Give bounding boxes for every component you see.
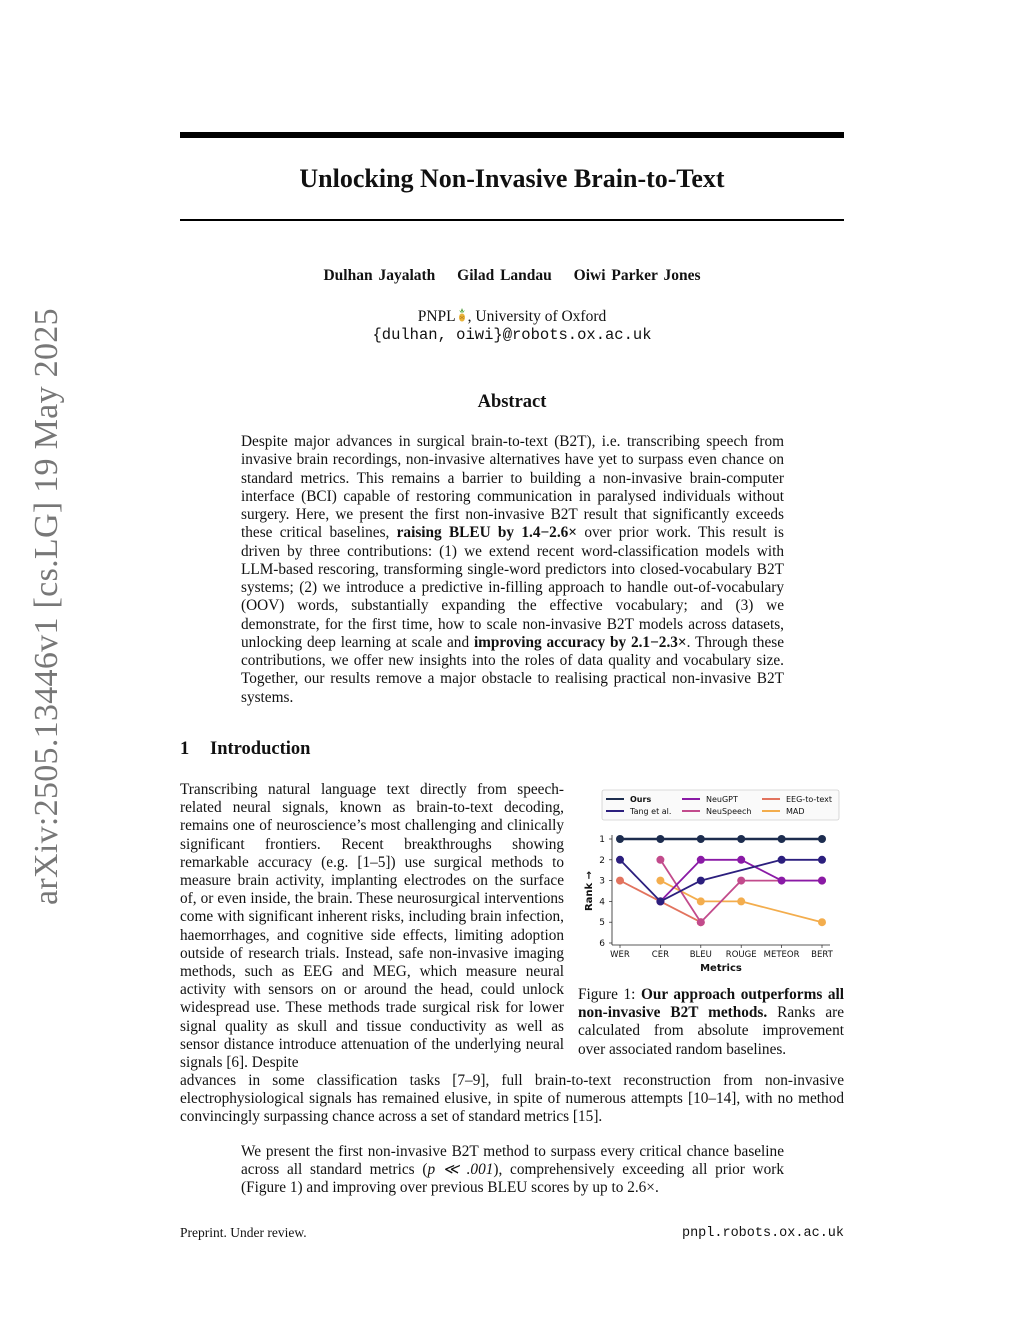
section-number: 1 xyxy=(180,739,190,759)
data-point xyxy=(737,856,745,864)
intro-paragraph-1-continued: advances in some classification tasks [7–9], full brain-to-text reconstruction from non-invasive electrophysiological signals has remained elusive, in spite of numerous attempts [10–14], with no method convincingly surpassing chance across a set of standard metrics [15]. xyxy=(180,1072,844,1126)
title-bottom-rule xyxy=(180,219,844,221)
y-axis-label: Rank → xyxy=(584,870,595,912)
series-line xyxy=(660,860,822,922)
author-1: Dulhan Jayalath xyxy=(323,267,436,284)
data-point xyxy=(697,918,705,926)
intro-paragraph-1: Transcribing natural language text directly from speech-related neural signals, known as brain-to-text decoding, remains one of neuroscience’s most challenging and clinically significant frontiers. Recent breakthroughs showing remarkable accuracy (e.g. [1–5]) use surgical methods to measure brain activity, implanting electrodes on the surface of, or even inside, the brain. These neurosurgical interventions come with significant inherent risks, including brain infection, haemorrhages, and cognitive side effects, limiting adoption outside of research trials. Instead, safe non-invasive imaging methods, such as EEG and MEG, which measure neural activity with sensors on or around the head, could unlock widespread use. These methods trade surgical risk for lower signal quality as skull and tissue conductivity as well as sensor distance introduce attenuation of the underlying neural signals [6]. Despite xyxy=(180,781,564,1072)
data-point xyxy=(656,856,664,864)
legend-label: NeuGPT xyxy=(706,795,738,804)
legend-label: Ours xyxy=(630,795,652,804)
legend-label: EEG-to-text xyxy=(786,795,833,804)
y-tick-label: 4 xyxy=(599,897,605,908)
intro-paragraph-2: We present the first non-invasive B2T method to surpass every critical chance baseline across all standard metrics (p ≪ .001), comprehensively exceeding all prior work (Figure 1) and improving over previous BLEU scores by up to 2.6×. xyxy=(241,1143,784,1197)
y-tick-label: 5 xyxy=(599,918,605,929)
data-point xyxy=(778,877,786,885)
x-axis-label: Metrics xyxy=(700,963,742,974)
paper-title: Unlocking Non-Invasive Brain-to-Text xyxy=(299,164,725,193)
section-title: Introduction xyxy=(210,739,311,759)
data-point xyxy=(616,835,624,843)
x-tick-label: BLEU xyxy=(689,950,712,960)
abstract-text: Despite major advances in surgical brain-to-text (B2T), i.e. transcribing speech from invasive brain recordings, non-invasive alternatives have yet to surpass even chance on standard metrics. This remains a barrier to building a non-invasive brain-computer interface (BCI) capable of restoring communication in paralysed individuals without surgery. Here, we present the first non-invasive B2T result that significantly exceeds these critical baselines, raising BLEU by 1.4−2.6× over prior work. This result is driven by three contributions: (1) we extend recent word-classification models with LLM-based rescoring, transforming single-word predictors into closed-vocabulary B2T systems; (2) we introduce a predictive in-filling approach to handle out-of-vocabulary (OOV) words, substantially expanding the effective vocabulary; and (3) we demonstrate, for the first time, how to scale non-invasive B2T models across datasets, unlocking deep learning at scale and improving accuracy by 2.1−2.3×. Through these contributions, we offer new insights into the roles of data quality and vocabulary size. Together, our results remove a major obstacle to realising practical non-invasive B2T systems. xyxy=(241,433,785,706)
legend-label: MAD xyxy=(786,807,805,816)
author-email: {dulhan, oiwi}@robots.ox.ac.uk xyxy=(372,326,652,344)
data-point xyxy=(656,835,664,843)
author-3: Oiwi Parker Jones xyxy=(573,267,701,284)
bleu-factor: 2.6× xyxy=(627,1179,655,1197)
data-point xyxy=(818,877,826,885)
x-tick-label: WER xyxy=(610,950,630,960)
abstract-heading: Abstract xyxy=(477,392,547,412)
abstract-highlight-accuracy: improving accuracy by 2.1−2.3× xyxy=(473,633,687,651)
data-point xyxy=(818,918,826,926)
legend-label: NeuSpeech xyxy=(706,807,752,816)
data-point xyxy=(697,856,705,864)
footer-preprint-note: Preprint. Under review. xyxy=(180,1225,307,1240)
y-tick-label: 3 xyxy=(599,876,605,887)
data-point xyxy=(697,835,705,843)
affiliation-org-suffix: , University of Oxford xyxy=(467,308,607,325)
data-point xyxy=(778,835,786,843)
abstract-highlight-bleu: raising BLEU by 1.4−2.6× xyxy=(396,524,578,542)
x-tick-label: ROUGE xyxy=(725,950,757,960)
data-point xyxy=(656,897,664,905)
data-point xyxy=(616,877,624,885)
figure-caption-bold: Our approach outperforms all non-invasive B2T methods. xyxy=(578,986,844,1022)
data-point xyxy=(737,835,745,843)
footer-url[interactable]: pnpl.robots.ox.ac.uk xyxy=(681,1226,844,1241)
data-point xyxy=(737,897,745,905)
data-point xyxy=(616,856,624,864)
legend-label: Tang et al. xyxy=(630,807,672,816)
arxiv-stamp: arXiv:2505.13446v1 [cs.LG] 19 May 2025 xyxy=(28,308,65,905)
figure-label: Figure 1: xyxy=(578,986,641,1003)
y-tick-label: 1 xyxy=(599,835,605,845)
data-point xyxy=(656,877,664,885)
figure-caption: Figure 1: Our approach outperforms all non-invasive B2T methods. Ranks are calculated from absolute improvement over associated random baselines. xyxy=(578,986,844,1058)
author-list xyxy=(180,267,844,285)
affiliation-org-prefix: PNPL xyxy=(417,308,456,325)
x-tick-label: METEOR xyxy=(763,950,800,960)
data-point xyxy=(697,877,705,885)
data-point xyxy=(697,897,705,905)
rank-chart xyxy=(576,786,846,981)
p-value: p ≪ .001 xyxy=(427,1161,494,1179)
data-point xyxy=(737,877,745,885)
title-top-rule xyxy=(180,132,844,138)
x-tick-label: BERT xyxy=(811,950,833,960)
x-tick-label: CER xyxy=(651,950,670,960)
pineapple-icon xyxy=(457,308,467,322)
section-heading xyxy=(180,739,310,760)
data-point xyxy=(818,835,826,843)
affiliation xyxy=(180,307,844,345)
data-point xyxy=(818,856,826,864)
author-2: Gilad Landau xyxy=(457,267,552,284)
y-tick-label: 2 xyxy=(599,855,605,866)
data-point xyxy=(778,856,786,864)
y-tick-label: 6 xyxy=(599,939,605,949)
